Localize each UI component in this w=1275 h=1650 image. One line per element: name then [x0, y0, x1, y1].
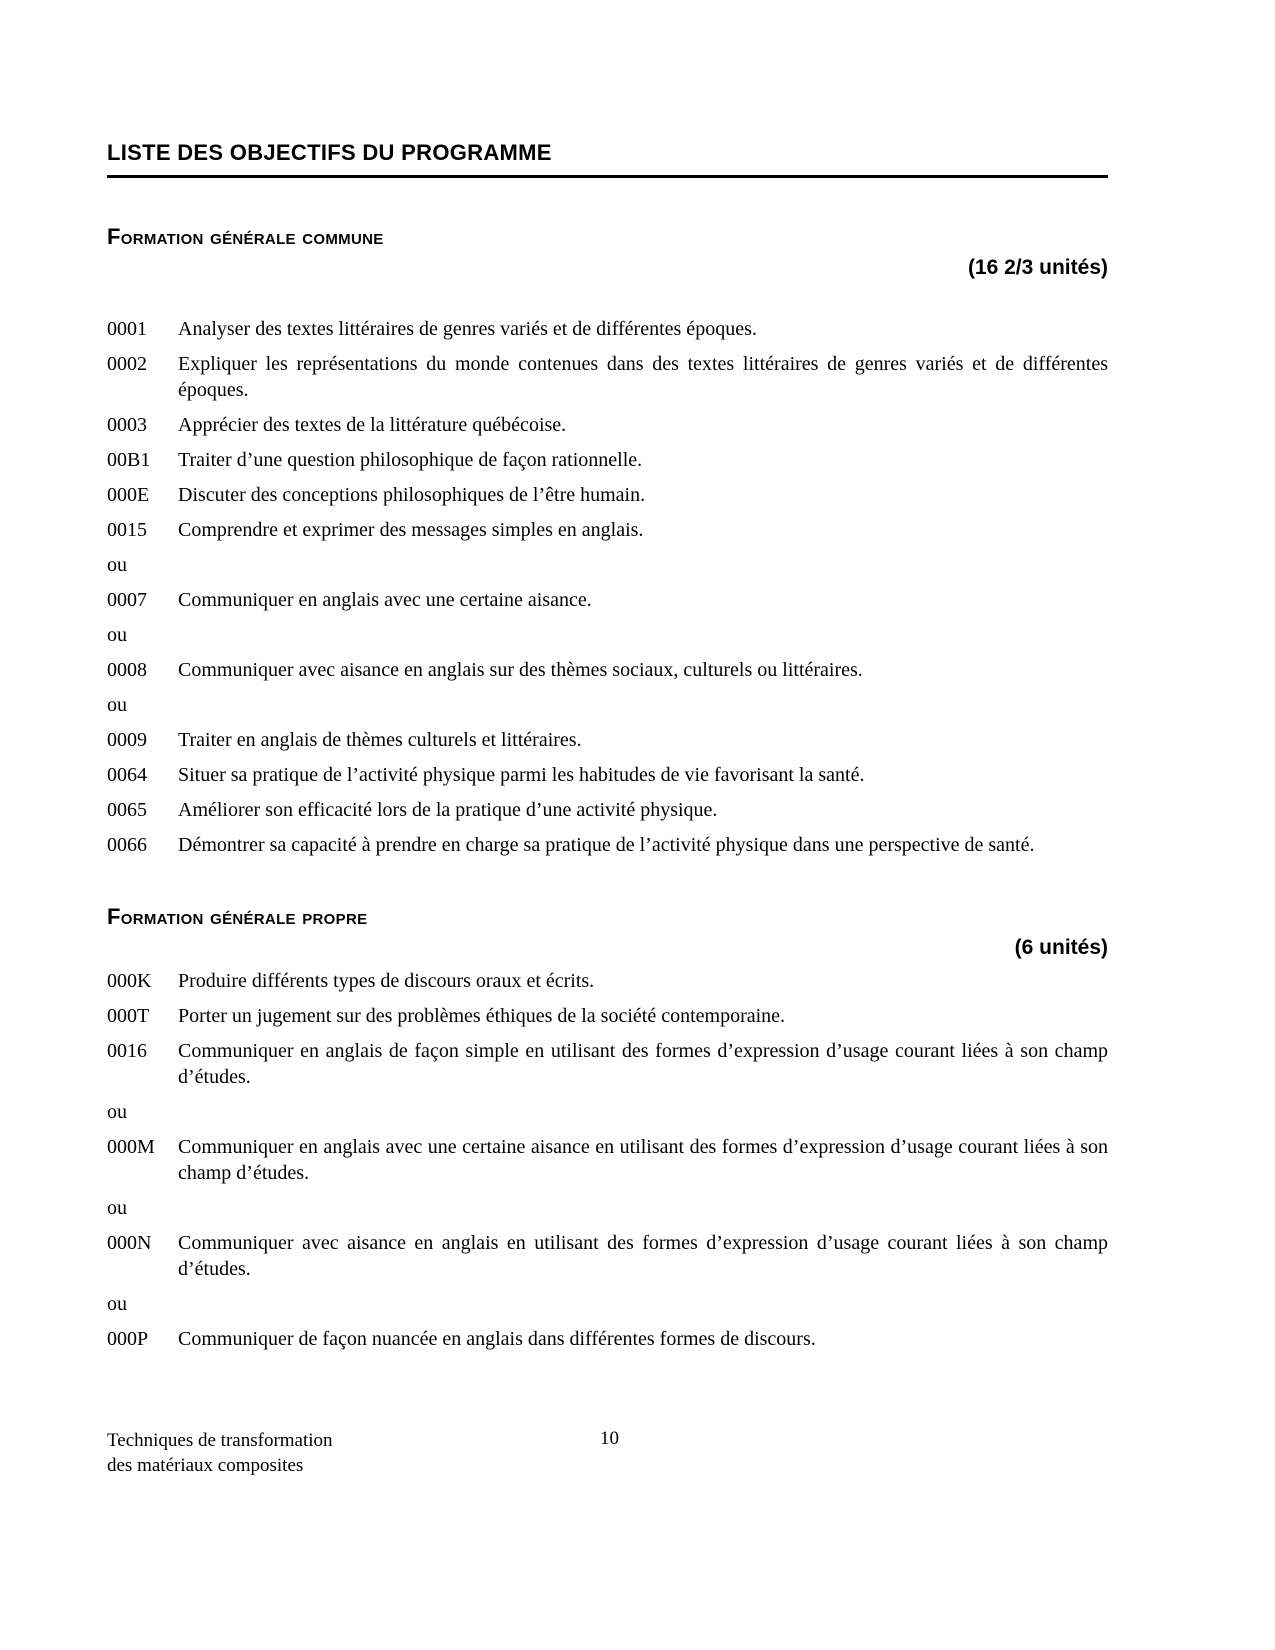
- objective-code: 0003: [107, 414, 147, 436]
- objective-text: Situer sa pratique de l’activité physique parmi les habitudes de vie favorisant la santé.: [178, 764, 865, 786]
- objectives-list: [107, 316, 1108, 858]
- objective-row: [107, 447, 1108, 473]
- objective-row: [107, 727, 1108, 753]
- objective-text: Communiquer avec aisance en anglais en utilisant des formes d’expression d’usage courant liées à son champ d’études.: [178, 1232, 1108, 1280]
- section-units-label: (6 unités): [1014, 936, 1108, 959]
- objective-row: [107, 1038, 1108, 1090]
- objective-code: 0016: [107, 1040, 147, 1062]
- objective-code: 0002: [107, 353, 147, 375]
- objective-text: Communiquer en anglais de façon simple en utilisant des formes d’expression d’usage courant liées à son champ d’études.: [178, 1040, 1108, 1088]
- objective-text: Traiter en anglais de thèmes culturels et littéraires.: [178, 729, 582, 751]
- objective-code: 0008: [107, 659, 147, 681]
- objective-code: 000E: [107, 484, 150, 506]
- objectives-list: [107, 968, 1108, 1352]
- objective-code: 0015: [107, 519, 147, 541]
- objective-code: 000T: [107, 1005, 150, 1027]
- objective-text: Communiquer de façon nuancée en anglais dans différentes formes de discours.: [178, 1328, 816, 1350]
- objective-text: Améliorer son efficacité lors de la pratique d’une activité physique.: [178, 799, 718, 821]
- objective-code: 0001: [107, 318, 147, 340]
- objective-row: [107, 797, 1108, 823]
- objective-code: 0009: [107, 729, 147, 751]
- objective-text: Discuter des conceptions philosophiques de l’être humain.: [178, 484, 646, 506]
- objective-text: Apprécier des textes de la littérature québécoise.: [178, 414, 567, 436]
- sections-container: [107, 224, 1108, 1352]
- objective-code: 000N: [107, 1232, 152, 1254]
- objective-text: Produire différents types de discours oraux et écrits.: [178, 970, 595, 992]
- objective-row: [107, 412, 1108, 438]
- objectives-section: [107, 904, 1108, 1352]
- objective-row: [107, 1003, 1108, 1029]
- objective-text: Communiquer en anglais avec une certaine aisance en utilisant des formes d’expression d’usage courant liées à son champ d’études.: [178, 1136, 1108, 1184]
- footer-line-2: des matériaux composites: [107, 1455, 304, 1477]
- objective-text: Traiter d’une question philosophique de façon rationnelle.: [178, 449, 643, 471]
- objective-code: 0064: [107, 764, 147, 786]
- objective-row: [107, 762, 1108, 788]
- objective-row: [107, 517, 1108, 543]
- objective-row: [107, 351, 1108, 403]
- document-header: [107, 140, 1108, 178]
- section-units-label: (16 2/3 unités): [967, 256, 1108, 279]
- page-number: 10: [600, 1428, 619, 1449]
- objective-code: 00B1: [107, 449, 151, 471]
- objective-text: Comprendre et exprimer des messages simples en anglais.: [178, 519, 644, 541]
- connector-ou: ou: [107, 1293, 127, 1315]
- objective-text: Analyser des textes littéraires de genres variés et de différentes époques.: [178, 318, 757, 340]
- footer-line-1: Techniques de transformation: [107, 1430, 333, 1451]
- objective-row: [107, 1326, 1108, 1352]
- objective-text: Communiquer avec aisance en anglais sur des thèmes sociaux, culturels ou littéraires.: [178, 659, 863, 681]
- objective-row: [107, 482, 1108, 508]
- objective-text: Démontrer sa capacité à prendre en charge sa pratique de l’activité physique dans une perspective de santé.: [178, 834, 1035, 856]
- objective-text: Communiquer en anglais avec une certaine aisance.: [178, 589, 592, 611]
- page-title: LISTE DES OBJECTIFS DU PROGRAMME: [107, 140, 552, 165]
- objective-text: Expliquer les représentations du monde contenues dans des textes littéraires de genres variés et de différentes époques.: [178, 353, 1108, 401]
- objective-code: 000K: [107, 970, 152, 992]
- connector-ou: ou: [107, 1101, 127, 1123]
- connector-ou: ou: [107, 554, 127, 576]
- objective-row: [107, 316, 1108, 342]
- objective-row: [107, 657, 1108, 683]
- objective-code: 000M: [107, 1136, 155, 1158]
- section-heading: Formation générale commune: [107, 224, 384, 249]
- objective-code: 0065: [107, 799, 147, 821]
- section-heading: Formation générale propre: [107, 904, 368, 929]
- objective-row: [107, 1230, 1108, 1282]
- connector-ou: ou: [107, 694, 127, 716]
- connector-ou: ou: [107, 1197, 127, 1219]
- objectives-section: [107, 224, 1108, 858]
- title-rule: [107, 175, 1108, 178]
- objective-code: 000P: [107, 1328, 149, 1350]
- objective-row: [107, 587, 1108, 613]
- objective-code: 0007: [107, 589, 147, 611]
- objective-row: [107, 1134, 1108, 1186]
- objective-row: [107, 968, 1108, 994]
- objective-row: [107, 832, 1108, 858]
- objective-code: 0066: [107, 834, 147, 856]
- connector-ou: ou: [107, 624, 127, 646]
- footer-document-name: [107, 1428, 333, 1478]
- objective-text: Porter un jugement sur des problèmes éthiques de la société contemporaine.: [178, 1005, 786, 1027]
- page-content: [107, 140, 1108, 1361]
